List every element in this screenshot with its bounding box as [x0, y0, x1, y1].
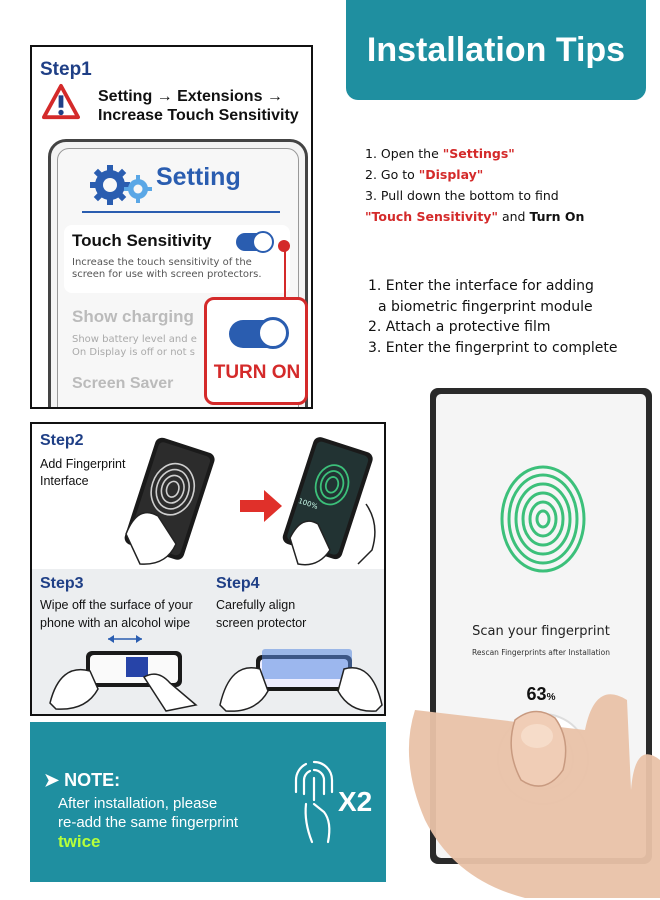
- instr-b-1b: a biometric fingerprint module: [378, 298, 593, 315]
- percent-sign: %: [546, 692, 556, 703]
- scan-subtitle: Rescan Fingerprints after Installation: [472, 648, 610, 657]
- screen-saver-title: Screen Saver: [72, 375, 174, 392]
- instr-a-2: 2. Go to: [365, 167, 419, 182]
- instr-a-2-em: "Display": [418, 167, 484, 182]
- step2-desc-2: Interface: [40, 474, 89, 488]
- progress-label: 100%: [297, 497, 319, 511]
- toggle-large: [229, 320, 287, 348]
- instructions-fingerprint: [368, 276, 658, 358]
- touch-sensitivity-desc: Increase the touch sensitivity of the screen for use with screen protectors.: [72, 257, 262, 280]
- instr-b-1: 1. Enter the interface for adding: [368, 278, 594, 294]
- divider: [82, 211, 280, 213]
- settings-path: Setting → Extensions → Increase Touch Sensitivity: [98, 88, 299, 124]
- hand-illustration: [395, 640, 660, 900]
- note-body: [58, 794, 288, 832]
- percent-value: 63: [526, 684, 547, 704]
- warning-icon: [42, 83, 80, 121]
- turn-on-callout: [204, 297, 308, 405]
- toggle-knob: [252, 231, 274, 253]
- steps-panel: [30, 422, 386, 716]
- step4-title: Step4: [216, 575, 260, 592]
- fingerprint-icon: [284, 752, 344, 852]
- step4-desc-1: Carefully align: [216, 598, 296, 612]
- page-title: Installation Tips: [366, 30, 626, 69]
- touch-sensitivity-title: Touch Sensitivity: [72, 231, 212, 250]
- note-body-line-1: After installation, please: [58, 795, 218, 812]
- setting-heading: Setting: [156, 163, 241, 191]
- title-banner: [346, 0, 646, 100]
- show-charging-desc: Show battery level and e On Display is off or not s: [72, 334, 197, 358]
- callout-line: [284, 245, 286, 297]
- step2-desc-1: Add Fingerprint: [40, 457, 126, 471]
- instr-a-1: 1. Open the: [365, 146, 443, 161]
- scan-title: Scan your fingerprint: [472, 624, 610, 639]
- turn-on-label: TURN ON: [213, 362, 301, 383]
- note-title: ➤ NOTE:: [44, 770, 121, 790]
- instructions-settings: [365, 143, 645, 227]
- twice-badge: X2: [338, 786, 373, 817]
- instr-b-3: 3. Enter the fingerprint to complete: [368, 339, 618, 356]
- steps-lower-band: [32, 569, 386, 716]
- instr-a-1-em: "Settings": [442, 146, 515, 161]
- fingerprint-phones-illustration: [118, 434, 386, 570]
- step1-title: Step1: [40, 59, 92, 80]
- note-body-line-2: re-add the same fingerprint: [58, 814, 239, 831]
- step3-title: Step3: [40, 575, 84, 592]
- touch-sensitivity-toggle[interactable]: [236, 233, 272, 251]
- instr-a-4-mid: and: [497, 209, 530, 224]
- instr-a-3: 3. Pull down the bottom to find: [365, 188, 559, 203]
- instr-a-4-em: "Touch Sensitivity": [365, 209, 498, 224]
- instr-b-2: 2. Attach a protective film: [368, 319, 551, 335]
- step4-desc-2: screen protector: [216, 616, 307, 630]
- fingerprint-progress-icon: [498, 464, 588, 574]
- step2-title: Step2: [40, 432, 84, 449]
- show-charging-title: Show charging: [72, 307, 194, 326]
- step1-panel: [30, 45, 313, 409]
- note-emphasis: twice: [58, 832, 101, 851]
- instr-a-4-bold: Turn On: [529, 209, 585, 224]
- align-protector-illustration: [216, 633, 386, 713]
- step3-desc-1: Wipe off the surface of your: [40, 598, 193, 612]
- note-panel: [30, 722, 386, 882]
- toggle-knob: [257, 317, 289, 349]
- step3-desc-2: phone with an alcohol wipe: [40, 616, 191, 630]
- touch-sensitivity-row[interactable]: [64, 225, 290, 293]
- wipe-illustration: [46, 633, 206, 713]
- gear-icon: [88, 163, 158, 207]
